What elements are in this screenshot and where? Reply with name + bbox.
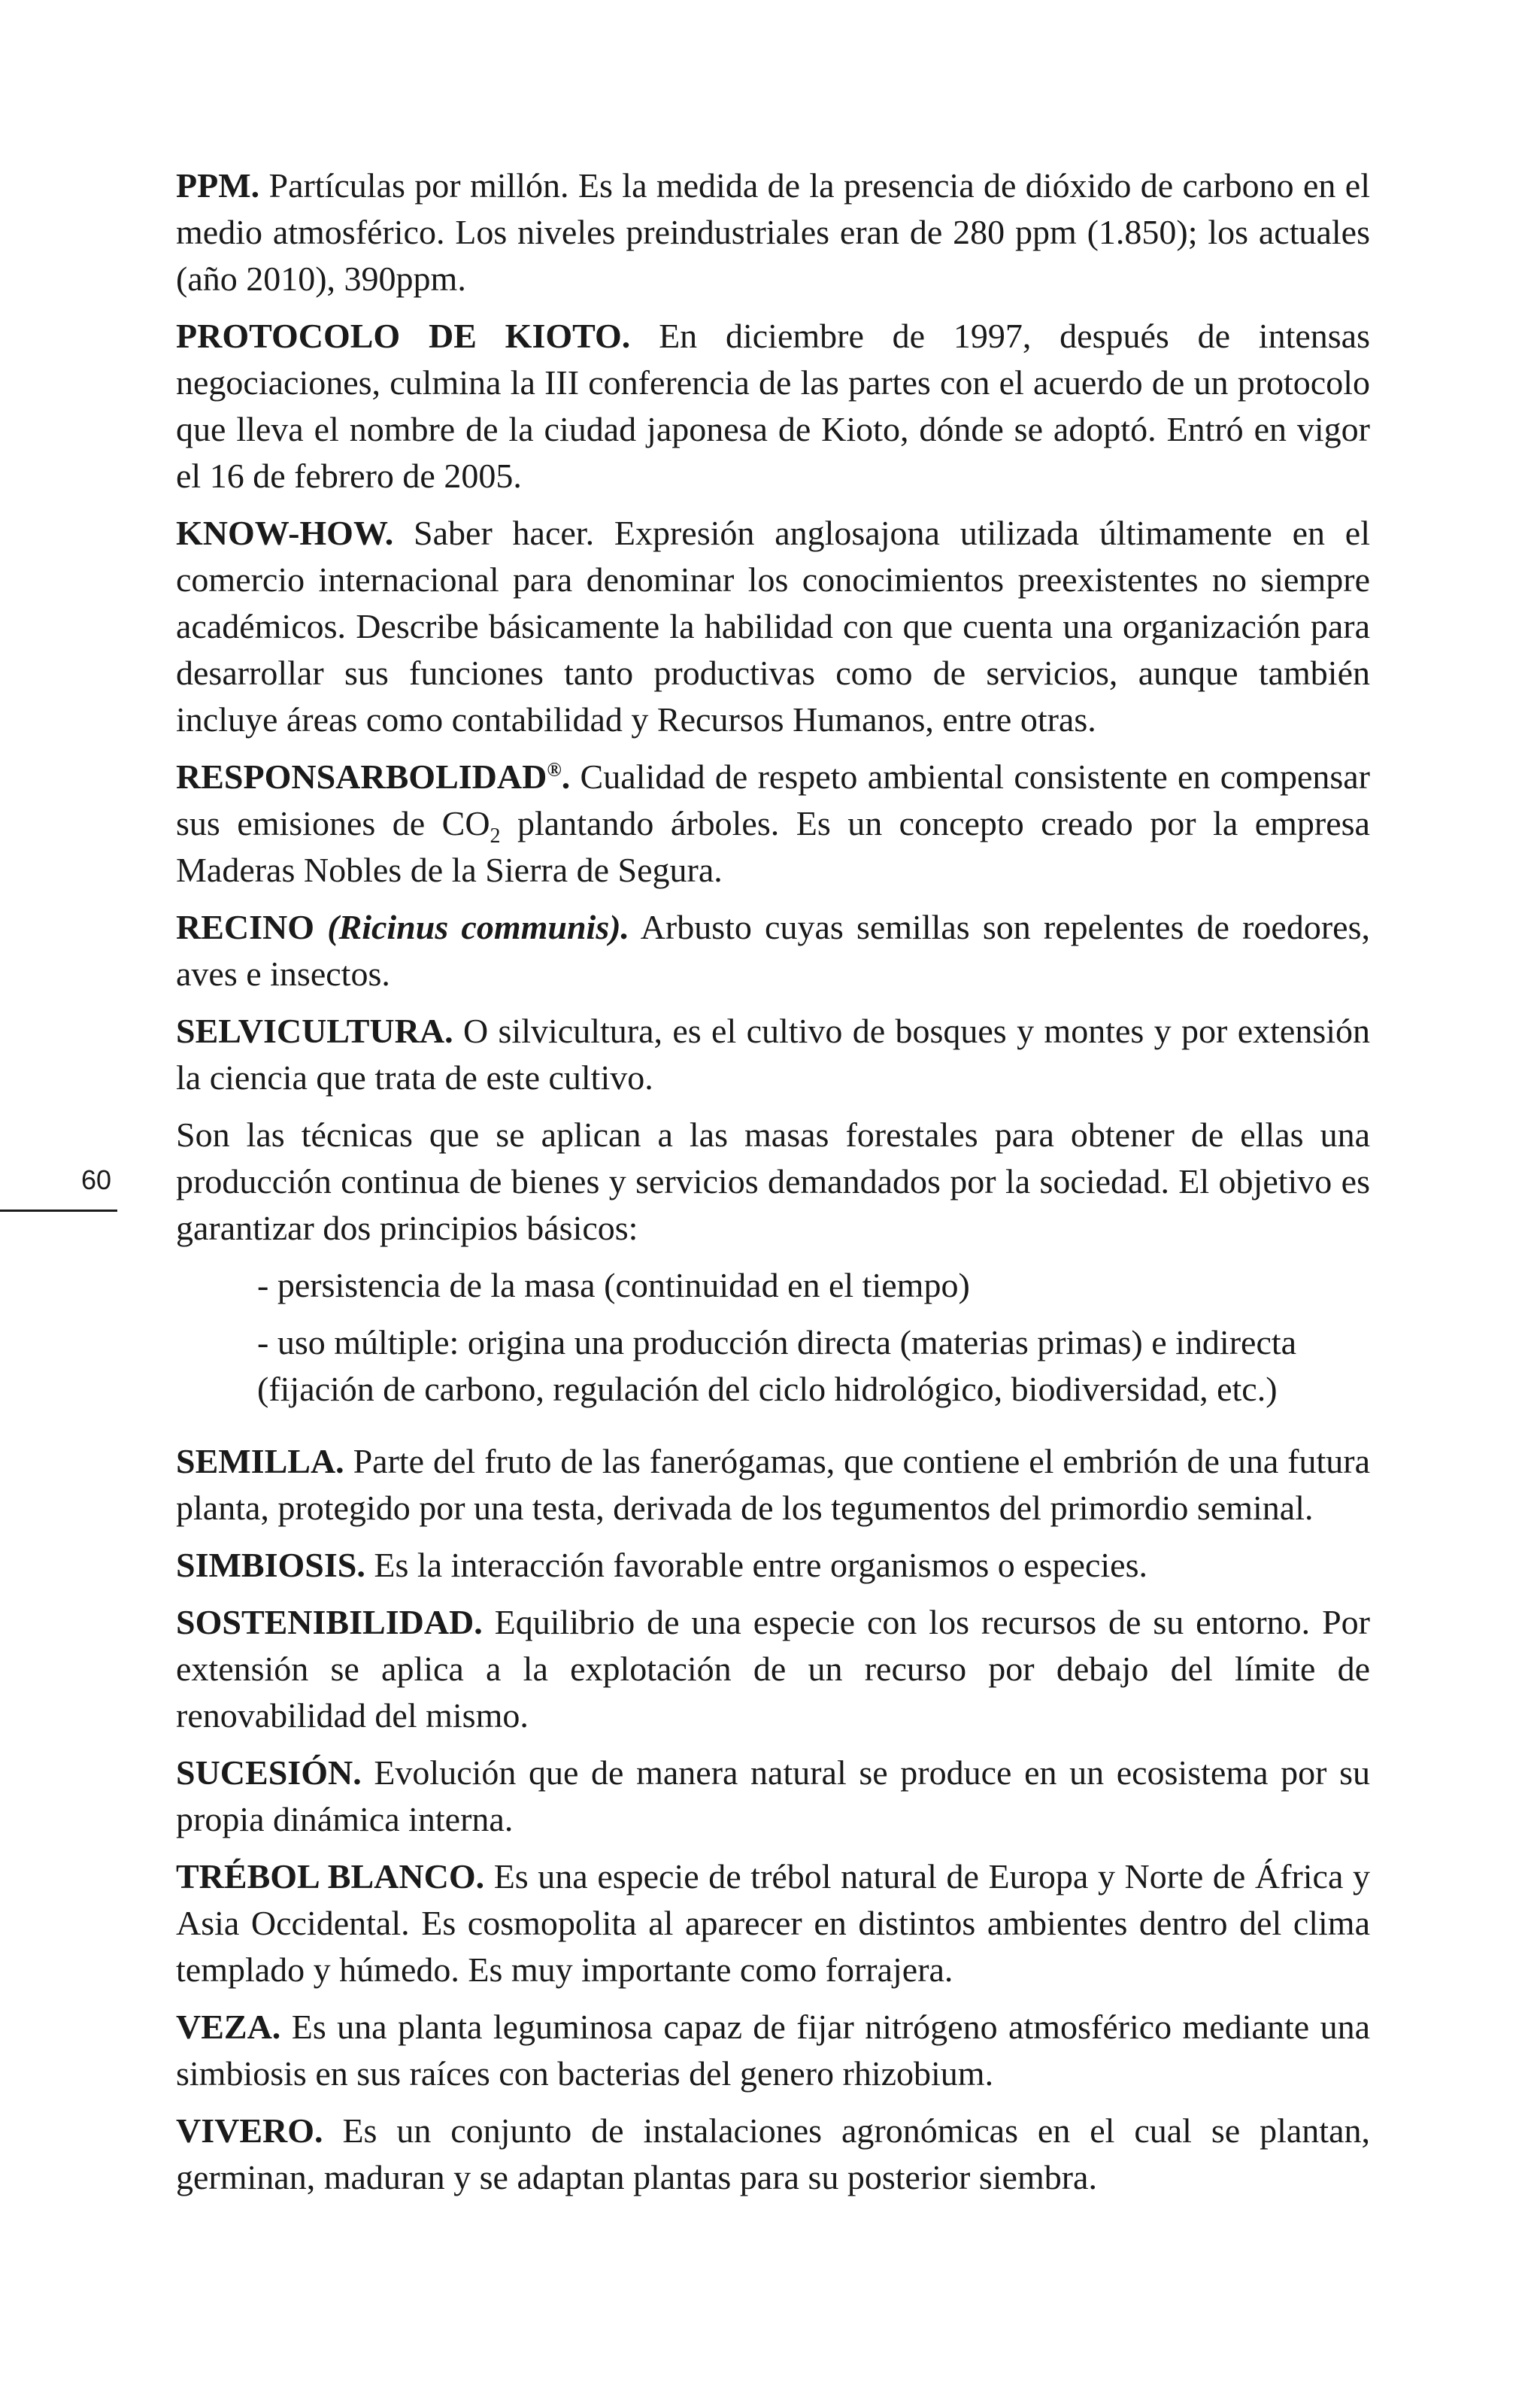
glossary-definition: Partículas por millón. Es la medida de la presencia de dióxido de carbono en el medio atmosférico. Los niveles preindustriales eran de 280 ppm (1.850); los actuales (año 2010), 390ppm. [176,166,1370,298]
glossary-entry-sucesion [176,1750,1370,1843]
glossary-definition: Evolución que de manera natural se produce en un ecosistema por su propia dinámica interna. [176,1753,1370,1838]
glossary-definition: O silvicultura, es el cultivo de bosques y montes y por extensión la ciencia que trata de este cultivo. [176,1012,1370,1097]
glossary-page [176,162,1370,2211]
glossary-entry-protocolo-de-kioto [176,313,1370,499]
list-item: - uso múltiple: origina una producción directa (materias primas) e indirecta (fijación de carbono, regulación del ciclo hidrológico, biodiversidad, etc.) [257,1323,1297,1408]
glossary-entry-selvicultura [176,1008,1370,1101]
glossary-definition: Es la interacción favorable entre organismos o especies. [365,1546,1147,1584]
glossary-entry-responsarbolidad [176,754,1370,894]
glossary-term: TRÉBOL BLANCO. [176,1857,485,1896]
glossary-definition: En diciembre de 1997, después de intensas negociaciones, culmina la III conferencia de las partes con el acuerdo de un protocolo que lleva el nombre de la ciudad japonesa de Kioto, dónde se adoptó. Entró en vigor el 16 de febrero de 2005. [176,317,1370,495]
glossary-entry-veza [176,2004,1370,2097]
glossary-definition: Es una especie de trébol natural de Europa y Norte de África y Asia Occidental. Es cosmopolita al aparecer en distintos ambientes dentro del clima templado y húmedo. Es muy importante como forrajera. [176,1857,1370,1989]
registered-mark: ® [547,758,562,781]
glossary-term: VEZA. [176,2008,281,2046]
glossary-term: RESPONSARBOLIDAD [176,757,547,796]
glossary-entry-know-how [176,510,1370,743]
glossary-definition: Equilibrio de una especie con los recursos de su entorno. Por extensión se aplica a la explotación de un recurso por debajo del límite de renovabilidad del mismo. [176,1603,1370,1735]
selvicultura-principles-list [257,1262,1370,1413]
page-number-rule [0,1210,117,1212]
scientific-name: (Ricinus communis). [314,908,630,946]
glossary-definition: Es una planta leguminosa capaz de fijar nitrógeno atmosférico mediante una simbiosis en sus raíces con bacterias del genero rhizobium. [176,2008,1370,2093]
glossary-definition: Parte del fruto de las fanerógamas, que contiene el embrión de una futura planta, protegido por una testa, derivada de los tegumentos del primordio seminal. [176,1442,1370,1527]
glossary-definition: Es un conjunto de instalaciones agronómicas en el cual se plantan, germinan, maduran y se adaptan plantas para su posterior siembra. [176,2111,1370,2196]
glossary-entry-vivero [176,2108,1370,2201]
co2-subscript: 2 [490,824,501,848]
glossary-term: KNOW-HOW. [176,514,394,552]
glossary-definition-continued: plantando árboles. Es un concepto creado por la empresa Maderas Nobles de la Sierra de Segura. [176,804,1370,889]
glossary-entry-semilla [176,1438,1370,1531]
glossary-term: RECINO [176,908,315,946]
glossary-term: SIMBIOSIS. [176,1546,365,1584]
glossary-term: SOSTENIBILIDAD. [176,1603,483,1641]
glossary-term: VIVERO. [176,2111,323,2150]
glossary-term: PPM. [176,166,260,205]
glossary-definition: Saber hacer. Expresión anglosajona utilizada últimamente en el comercio internacional para denominar los conocimientos preexistentes no siempre académicos. Describe básicamente la habilidad con que cuenta una organización para desarrollar sus funciones tanto productivas como de servicios, aunque también incluye áreas como contabilidad y Recursos Humanos, entre otras. [176,514,1370,739]
glossary-definition: Cualidad de respeto ambiental consistente en compensar sus emisiones de CO [176,757,1370,842]
glossary-entry-simbiosis [176,1542,1370,1589]
glossary-term: SELVICULTURA. [176,1012,453,1050]
glossary-term-end: . [561,757,571,796]
glossary-entry-trebol-blanco [176,1853,1370,1993]
page-number: 60 [81,1164,112,1195]
glossary-term: SUCESIÓN. [176,1753,362,1792]
selvicultura-paragraph: Son las técnicas que se aplican a las masas forestales para obtener de ellas una producción continua de bienes y servicios demandados por la sociedad. El objetivo es garantizar dos principios básicos: [176,1115,1370,1247]
glossary-term: SEMILLA. [176,1442,344,1480]
glossary-entry-recino [176,904,1370,997]
glossary-entry-sostenibilidad [176,1599,1370,1739]
glossary-term: PROTOCOLO DE KIOTO. [176,317,631,355]
list-item: - persistencia de la masa (continuidad en el tiempo) [257,1266,970,1304]
glossary-definition: Arbusto cuyas semillas son repelentes de roedores, aves e insectos. [176,908,1370,993]
glossary-entry-ppm [176,162,1370,302]
